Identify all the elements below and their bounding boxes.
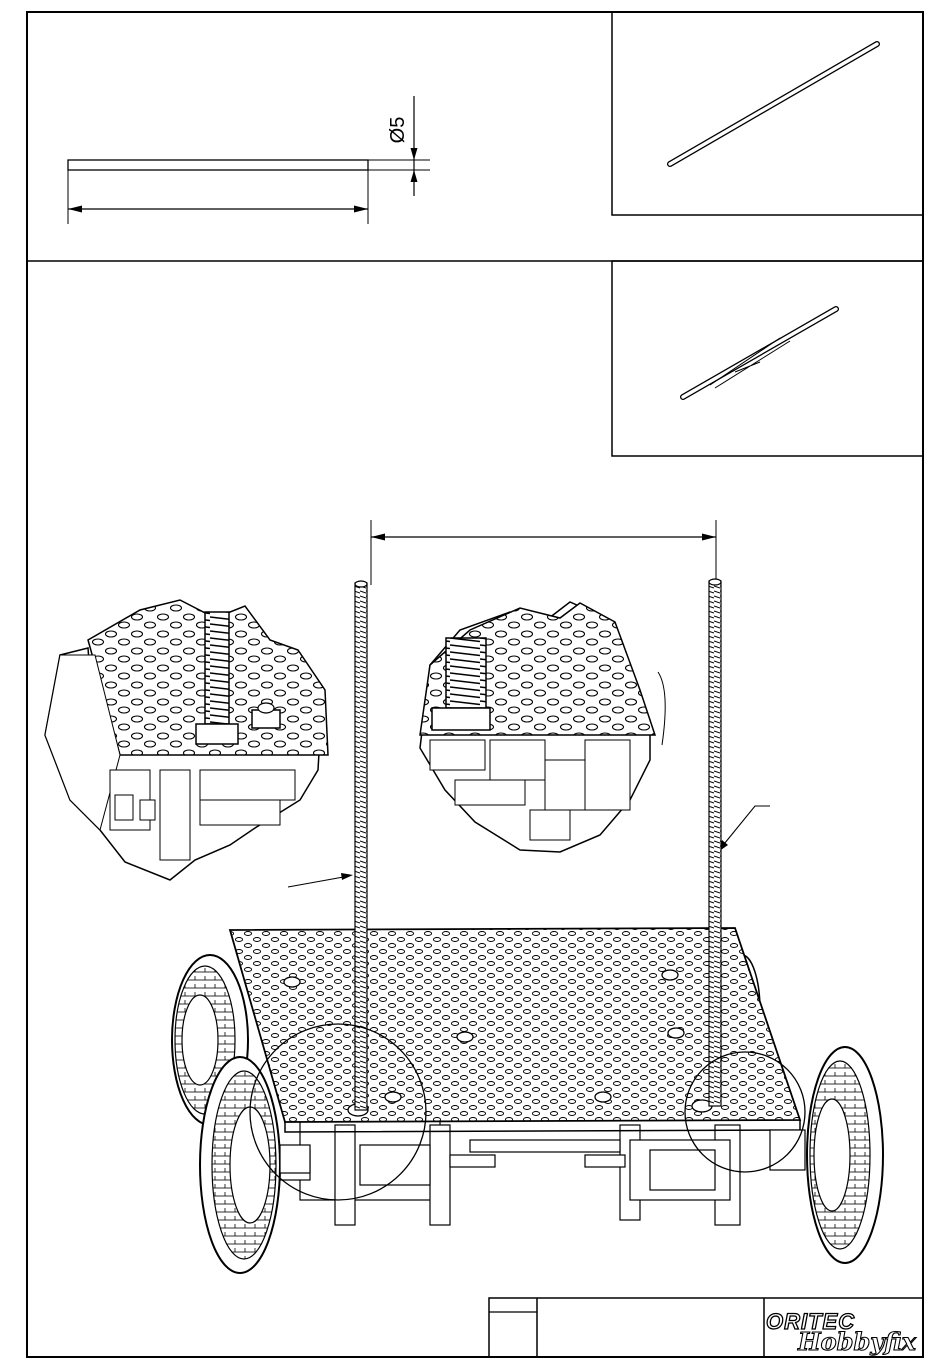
leader-right: [720, 806, 770, 849]
logo-brand-text: ORITEC: [766, 1309, 856, 1334]
rod-outline: [68, 160, 368, 170]
rod-spacing-dimension: [371, 520, 716, 585]
threaded-rod-icon: [670, 44, 877, 164]
diameter-label: Ø5: [387, 116, 409, 144]
detail-right: [420, 602, 665, 852]
rod-assembly-icon: [683, 309, 836, 397]
logo-sub-text: Hobbyfix: [798, 1327, 916, 1356]
assembly-iso-box: [612, 261, 923, 456]
threaded-rod-right: [709, 581, 721, 1106]
magnified-detail-icon: [45, 600, 328, 880]
threaded-rod-left: [355, 583, 367, 1110]
brand-logo: [766, 1309, 917, 1356]
rod-dimension-drawing: [68, 96, 430, 224]
leader-left: [288, 876, 349, 887]
